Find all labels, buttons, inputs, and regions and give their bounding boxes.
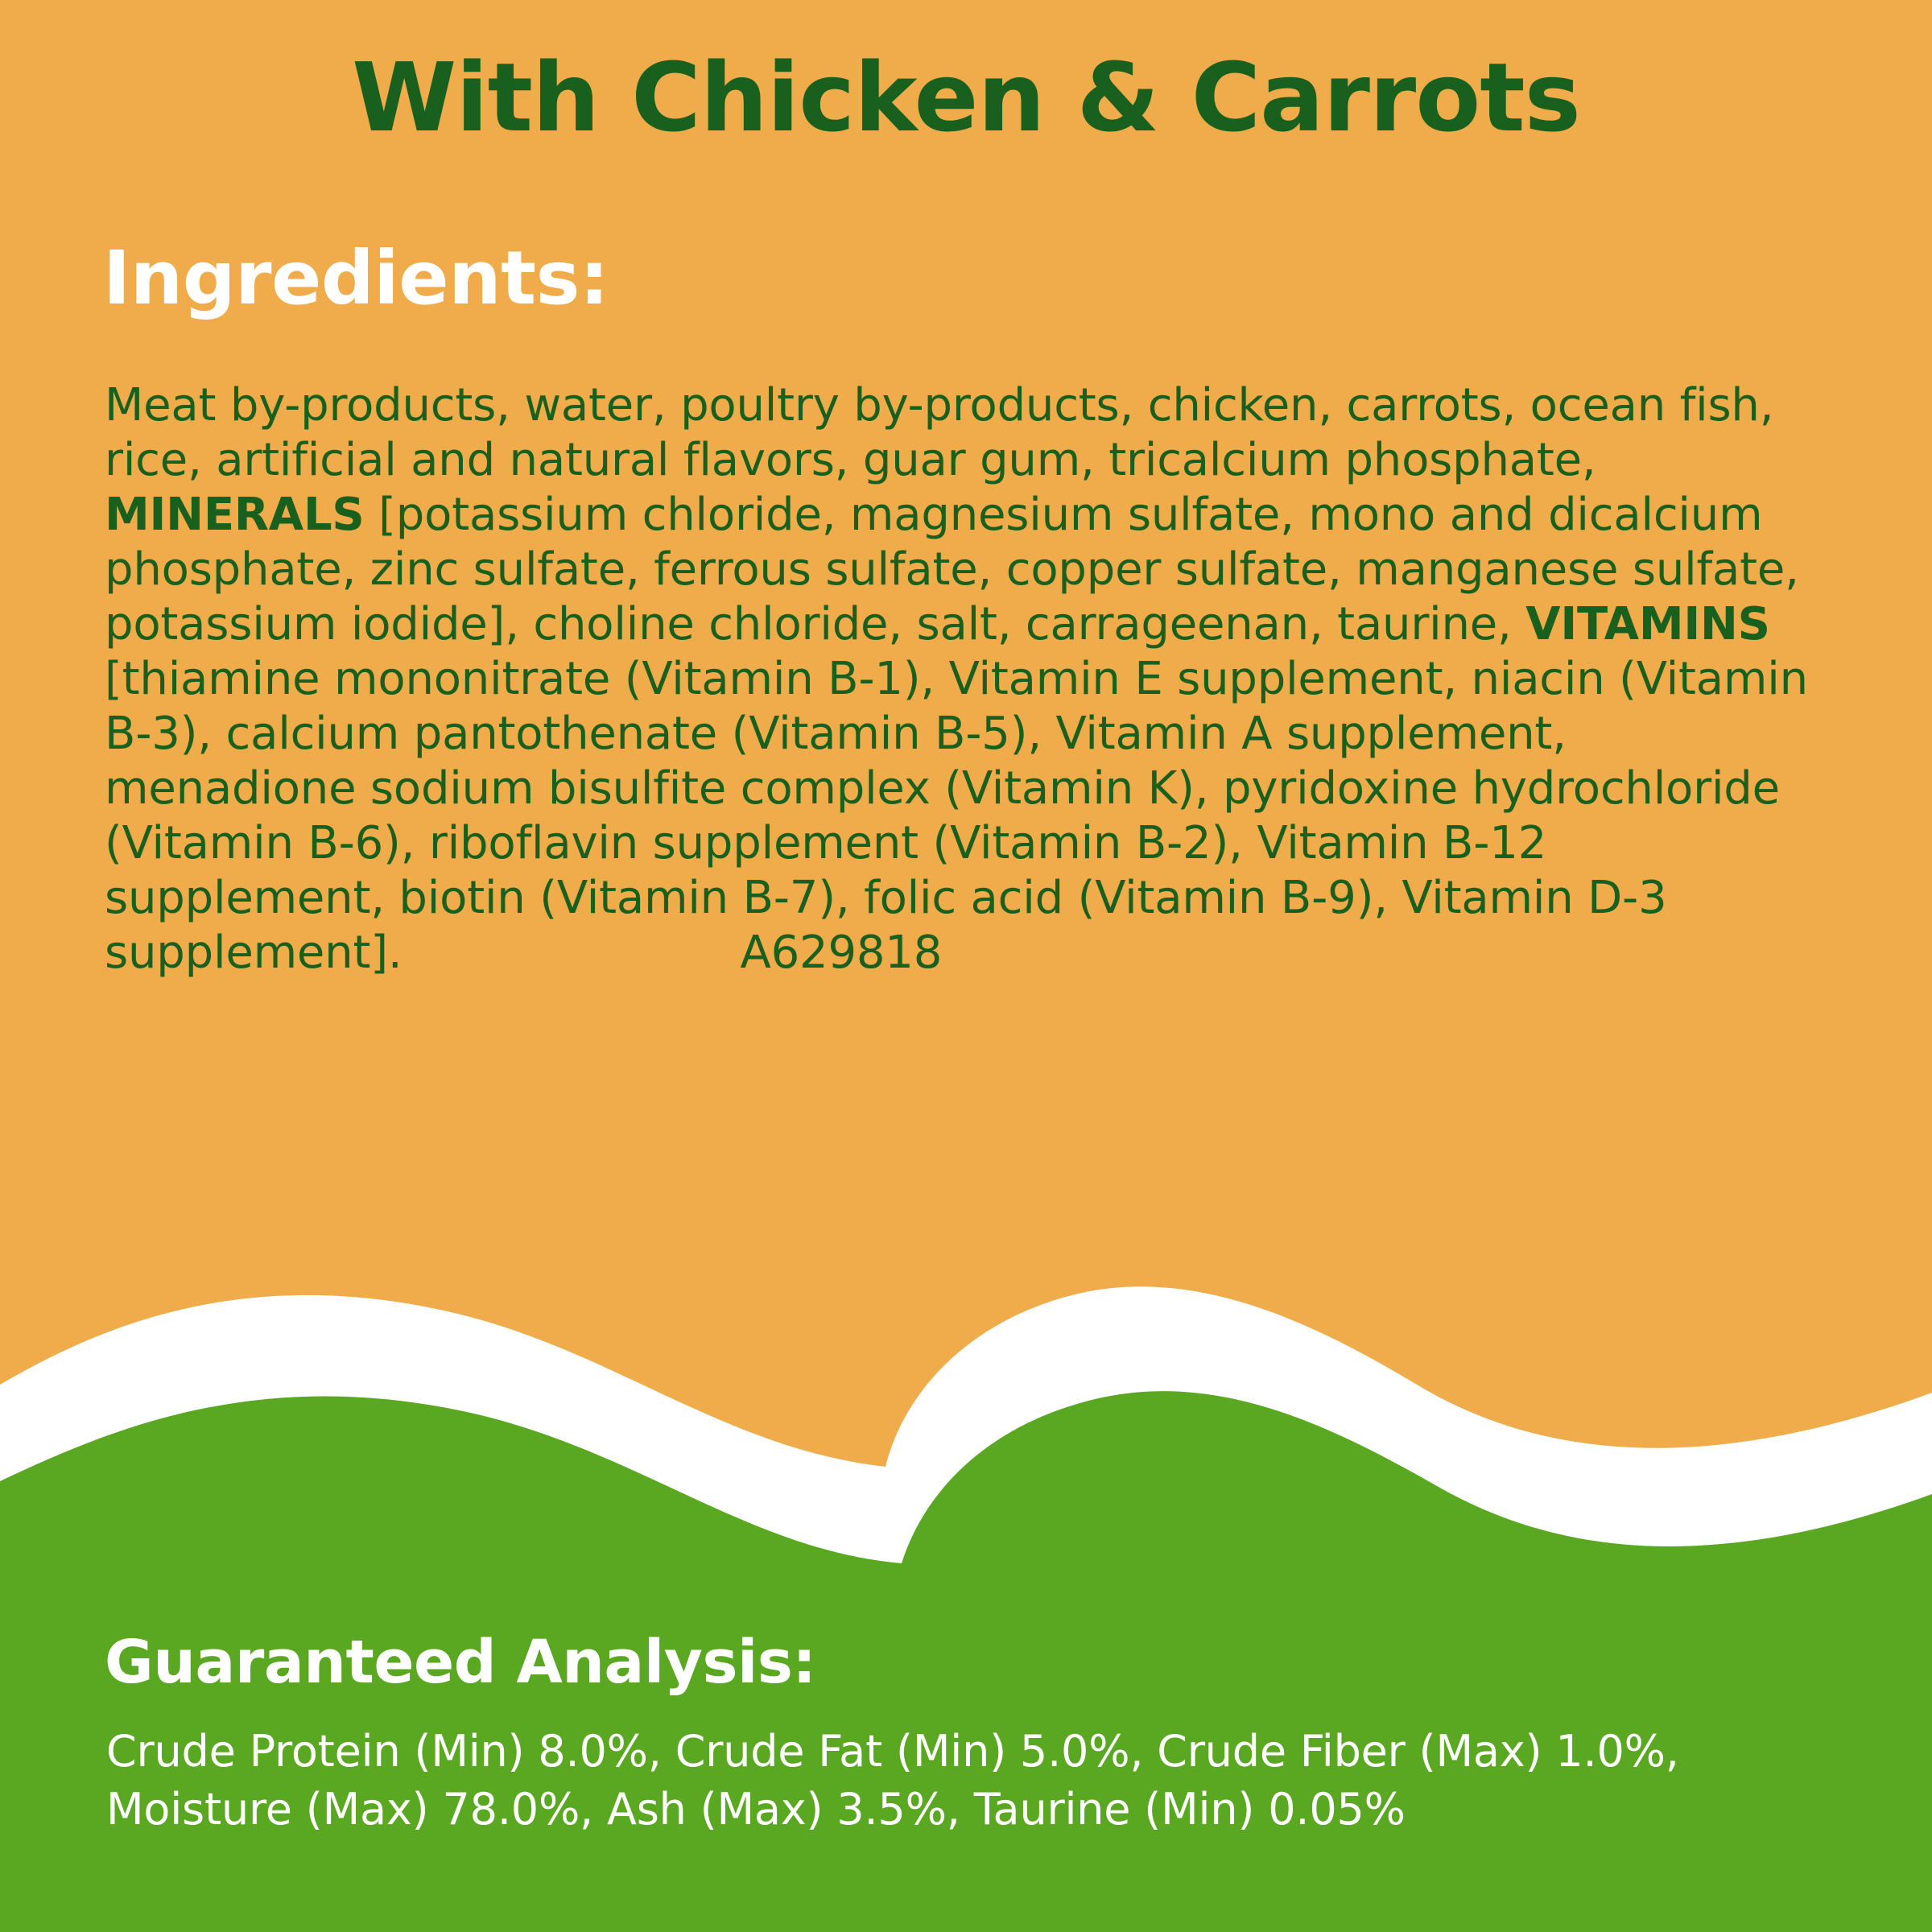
guaranteed-analysis-line-2: Moisture (Max) 78.0%, Ash (Max) 3.5%, Taurine (Min) 0.05% bbox=[106, 1783, 1406, 1835]
guaranteed-analysis-heading: Guaranteed Analysis: bbox=[105, 1628, 816, 1697]
ingredients-heading: Ingredients: bbox=[103, 235, 609, 321]
ingredients-part-2: [potassium chloride, magnesium sulfate, mono and dicalcium phosphate, zinc sulfate, ferrous sulfate, copper sulfate, manganese sulfate, potassium iodide], choline chloride, salt, carrageenan, taurine, bbox=[105, 489, 1799, 651]
guaranteed-analysis-text bbox=[106, 1723, 1837, 1839]
ingredients-part-1: Meat by-products, water, poultry by-products, chicken, carrots, ocean fish, rice, artificial and natural flavors, guar gum, tricalcium phosphate, bbox=[105, 379, 1774, 487]
minerals-label: MINERALS bbox=[105, 489, 365, 542]
vitamins-label: VITAMINS bbox=[1525, 598, 1770, 651]
ingredients-text bbox=[105, 378, 1827, 980]
guaranteed-analysis-line-1: Crude Protein (Min) 8.0%, Crude Fat (Min) 5.0%, Crude Fiber (Max) 1.0%, bbox=[106, 1726, 1679, 1777]
page-title: With Chicken & Carrots bbox=[352, 42, 1580, 153]
lot-code: A629818 bbox=[740, 927, 943, 980]
ingredients-part-3: [thiamine mononitrate (Vitamin B-1), Vitamin E supplement, niacin (Vitamin B-3), calcium pantothenate (Vitamin B-5), Vitamin A supplement, menadione sodium bisulfite complex (Vitamin K), pyridoxine hydrochloride (Vitamin B-6), riboflavin supplement (Vitamin B-2), Vitamin B-12 supplement, biotin (Vitamin B-7), folic acid (Vitamin B-9), Vitamin D-3 supplement]. bbox=[105, 653, 1808, 980]
